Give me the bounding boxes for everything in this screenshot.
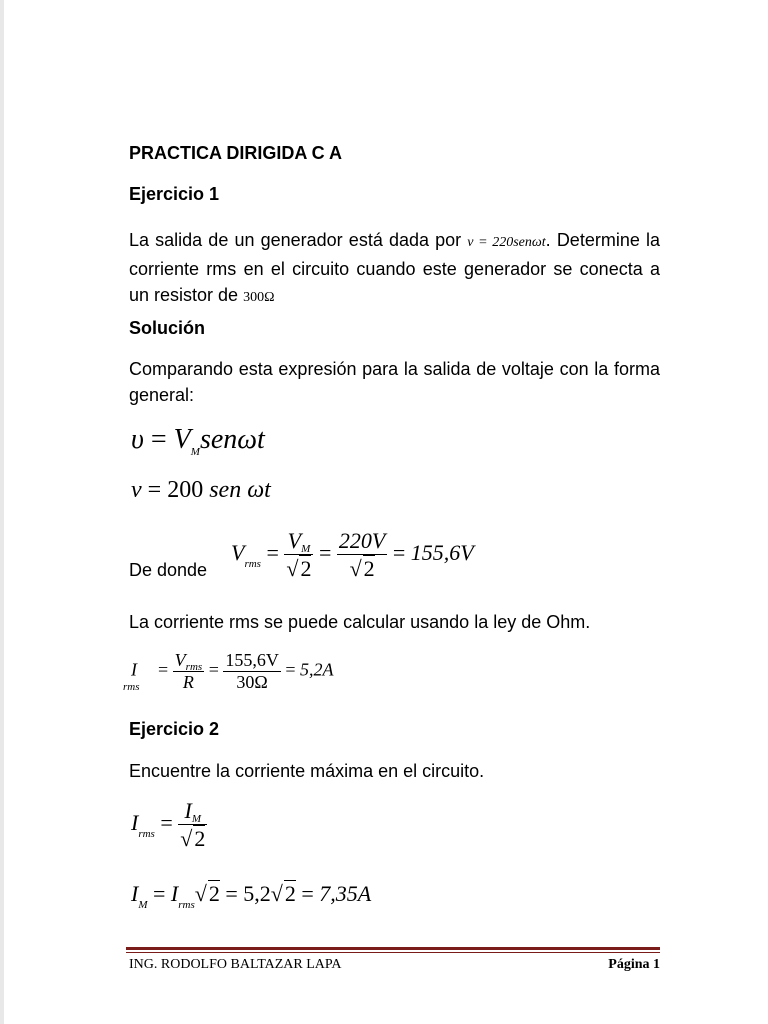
exercise-1-resistance: 300Ω (243, 290, 275, 305)
ex2-eq1-num-sub: M (191, 813, 202, 825)
ex2-eq2-t1: I (170, 881, 179, 906)
exercise-1-paragraph: La salida de un generador está dada por v = 220senωt. Determine la corriente rms en el circuito cuando este generador se conecta a un resistor de 300Ω (129, 230, 660, 305)
irms-equation: $I_{rms}$ = $\frac{V_{rms}}{R}$ = $\frac{155,6V}{30\Omega}$ = 5,2A (123, 650, 334, 693)
ohm-law-statement (129, 609, 660, 635)
exercise-1-statement (129, 227, 660, 311)
vrms-den1: 2 (300, 556, 312, 581)
exercise-1-heading (129, 184, 660, 205)
vrms-equation: $V_{rms}$ = $\frac{VM}{√2}$ = $\frac{220V}{√2}$ = 155,6V (231, 528, 474, 581)
ex2-eq2-t2: 5,2 (243, 881, 271, 906)
irms-result: 5,2A (300, 659, 334, 680)
irms-den1: R (182, 672, 194, 692)
ohm-law-text: La corriente rms se puede calcular usando la ley de Ohm. (129, 612, 591, 632)
vrms-fraction-1: $\frac{VM}{√2}$ (286, 528, 312, 581)
vrms-den2: 2 (363, 556, 375, 581)
vrms-num1-sub: M (301, 543, 311, 555)
irms-fraction-2 (223, 650, 281, 693)
footer-rule-thin (126, 952, 660, 953)
ex2-eq2-lhs: I (131, 881, 139, 906)
eq2-rhs: 200 (167, 477, 204, 503)
irms-num2: 155,6V (225, 650, 279, 670)
vrms-result: 155,6V (410, 540, 474, 566)
eq1-v-sub: M (190, 446, 200, 458)
exercise-1-heading-text: Ejercicio 1 (129, 184, 220, 204)
vrms-fraction-2: $\frac{220V}{√2}$ (338, 528, 386, 581)
title-text: PRACTICA DIRIGIDA C A (129, 143, 342, 163)
ex2-eq2-t1-rad: 2 (208, 881, 220, 906)
exercise-1-text-b: Determine la corriente rms en el circuito cuando este generador se conecta a un resistor de (129, 230, 660, 305)
exercise-2-heading (129, 719, 660, 740)
solution-heading (129, 318, 660, 339)
ex2-eq2-lhs-sub: M (138, 899, 148, 911)
footer-page-number: Página 1 (608, 957, 660, 972)
ex2-eq1-lhs: I (131, 810, 139, 836)
irms-num1-sub: rms (185, 661, 203, 673)
ex2-eq1-fraction: $\frac{IM}{√2}$ (180, 798, 206, 851)
footer-author: ING. RODOLFO BALTAZAR LAPA (129, 957, 342, 972)
solution-statement (129, 356, 660, 408)
exercise-1-inline-equation: v = 220senωt (467, 235, 546, 250)
eq1-tail: senωt (199, 424, 265, 455)
solution-heading-text: Solución (129, 318, 205, 338)
solution-paragraph: Comparando esta expresión para la salida de voltaje con la forma general: (129, 359, 660, 405)
exercise-1-text-a: La salida de un generador está dada por (129, 230, 462, 250)
ex2-eq2-t2-rad: 2 (284, 881, 296, 906)
vrms-num2: 220V (338, 528, 386, 553)
exercise-2-heading-text: Ejercicio 2 (129, 719, 220, 739)
vrms-lhs-sub: rms (244, 558, 261, 571)
ex2-eq2-result: 7,35A (319, 881, 372, 906)
eq2-tail: sen ωt (209, 477, 271, 503)
vrms-num1: V (287, 528, 302, 553)
de-donde-text: De donde (129, 560, 208, 580)
irms-lhs-sub: rms (123, 680, 140, 693)
ex2-eq1-num: I (184, 798, 192, 823)
eq1-v: V (173, 424, 191, 455)
footer-rule-thick (126, 947, 660, 950)
irms-lhs: I (131, 659, 137, 680)
document-title (129, 143, 660, 164)
ex2-eq2-t1-sub: rms (178, 899, 195, 911)
page-edge (0, 0, 4, 1024)
ex2-eq1-lhs-sub: rms (138, 828, 155, 841)
irms-definition-equation: $I_{rms}$ = $\frac{IM}{√2}$ (131, 798, 206, 851)
specific-equation: v = 200 sen ωt (131, 477, 271, 503)
irms-num1: V (174, 650, 186, 670)
eq1-lhs: υ (131, 424, 144, 455)
vrms-lhs: V (231, 540, 245, 566)
ex2-eq1-den: 2 (194, 826, 206, 851)
general-form-equation: $\upsilon = V_Msen\omega t$ (131, 424, 265, 458)
eq2-lhs: v (131, 477, 142, 503)
irms-fraction-1 (173, 650, 205, 693)
exercise-2-paragraph: Encuentre la corriente máxima en el circuito. (129, 761, 485, 781)
exercise-2-statement (129, 758, 660, 784)
irms-den2: 30Ω (236, 672, 268, 692)
im-result-equation: $I_M = I_{rms}√2 = 5,2√2 = 7,35A$ (131, 881, 372, 911)
